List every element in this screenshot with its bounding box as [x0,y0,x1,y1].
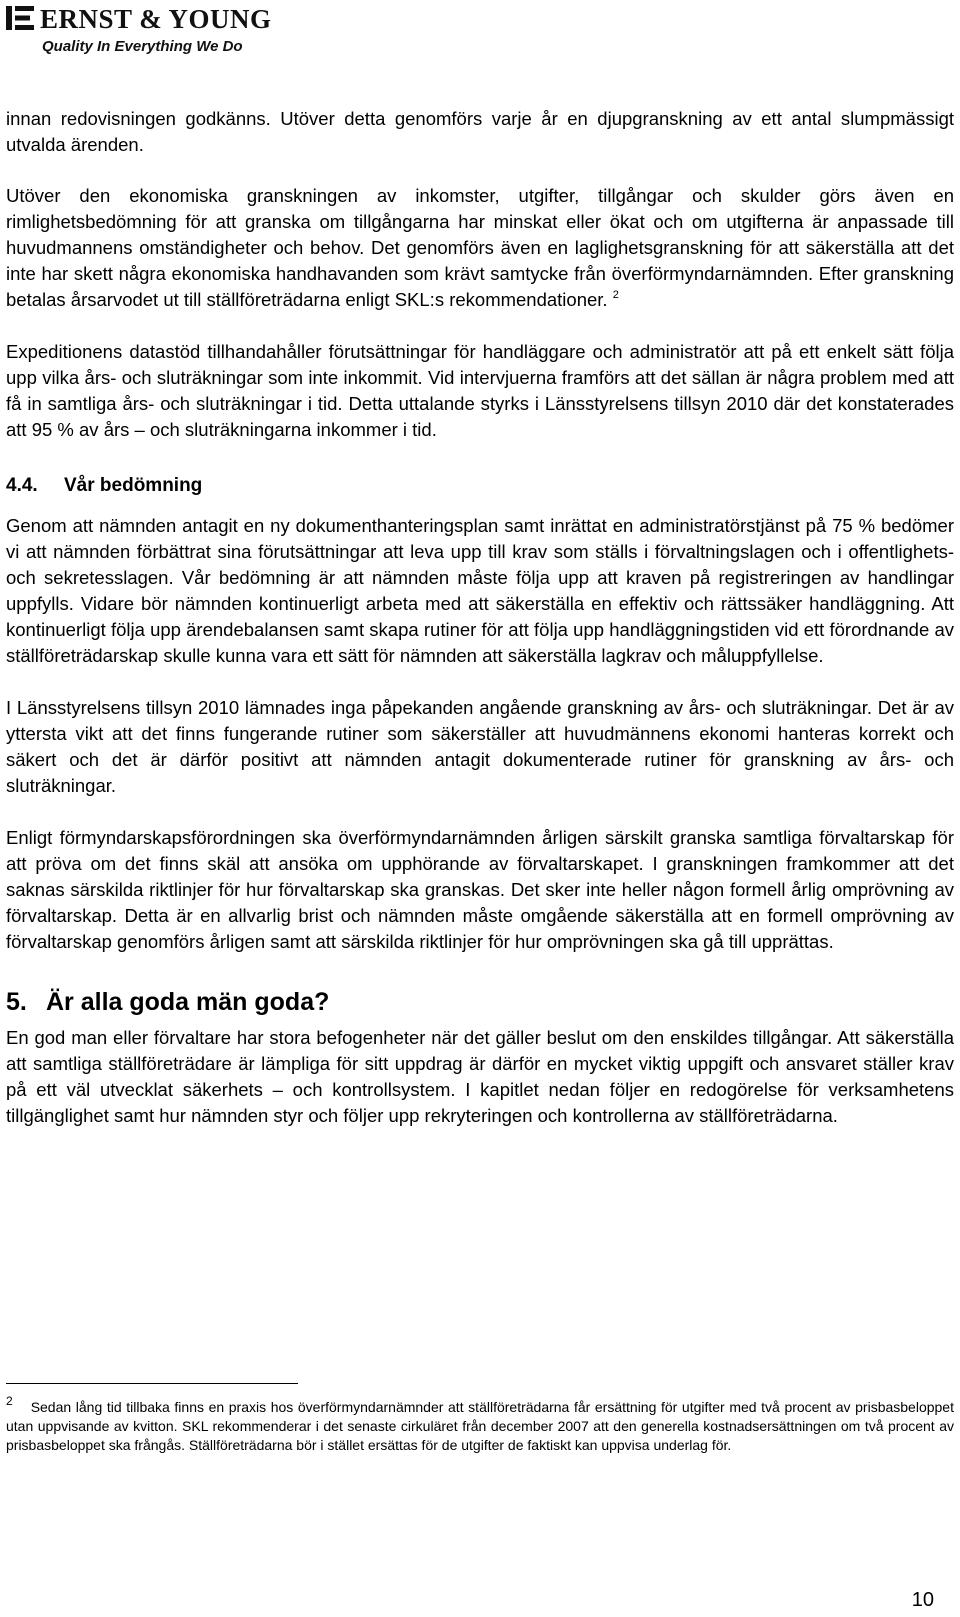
company-logo [6,4,272,58]
footnote-divider [6,1383,298,1384]
paragraph-4: Genom att nämnden antagit en ny dokumenthanteringsplan samt inrättat en administratörstjänst på 75 % bedömer vi att nämnden förbättrat sina förutsättningar att leva upp till krav som ställs i förvaltningslagen och i offentlighets- och sekretesslagen. Vår bedömning är att nämnden måste följa upp att kraven på registreringen av handlingar uppfylls. Vidare bör nämnden kontinuerligt arbeta med att säkerställa en effektiv och rättssäker handläggning. Att kontinuerligt följa upp ärendebalansen samt skapa rutiner för att följa upp handläggningstiden vid ett förordnande av ställföreträdarskap skulle kunna vara ett sätt för nämnden att säkerställa lagkrav och måluppfyllelse. [6,515,954,666]
chapter-heading-5 [6,985,954,1019]
ey-logo-mark-icon [6,6,34,30]
company-tagline: Quality In Everything We Do [42,38,243,55]
footnote-reference: 2 [612,289,619,301]
document-body [6,106,954,1129]
footnote [6,1394,954,1455]
paragraph-3: Expeditionens datastöd tillhandahåller förutsättningar för handläggare och administratör att på ett enkelt sätt följa upp vilka års- och sluträkningar som inte inkommit. Vid intervjuerna framförs att det sällan är några problem med att få in samtliga års- och sluträkningar i tid. Detta uttalande styrks i Länsstyrelsens tillsyn 2010 där det konstaterades att 95 % av års – och sluträkningarna inkommer i tid. [6,341,954,440]
footnote-marker: 2 [6,1394,13,1408]
paragraph-7: En god man eller förvaltare har stora befogenheter när det gäller beslut om den enskildes tillgångar. Att säkerställa att samtliga ställföreträdare är lämpliga för sitt uppdrag är därför en mycket viktig uppgift och ansvaret ställer krav på ett väl utvecklat säkerhets – och kontrollsystem. I kapitlet nedan följer en redogörelse för verksamhetens tillgänglighet samt hur nämnden styr och följer upp rekryteringen och kontrollerna av ställföreträdarna. [6,1027,954,1126]
section-title: Vår bedömning [64,475,203,496]
paragraph-2 [6,183,954,313]
page-number: 10 [911,1589,934,1611]
chapter-number: 5. [6,988,27,1016]
chapter-title: Är alla goda män goda? [46,988,330,1016]
paragraph-2-text: Utöver den ekonomiska granskningen av inkomster, utgifter, tillgångar och skulder görs även en rimlighetsbedömning för att granska om tillgångarna har minskat eller ökat och om utgifterna är anpassade till huvudmannens omständigheter och behov. Det genomförs även en laglighetsgranskning för att säkerställa att det inte har skett några ekonomiska handhavanden som krävt samtycke från överförmyndarnämnden. Efter granskning betalas årsarvodet ut till ställföreträdarna enligt SKL:s rekommendationer. [6,185,954,310]
paragraph-1: innan redovisningen godkänns. Utöver detta genomförs varje år en djupgranskning av ett antal slumpmässigt utvalda ärenden. [6,108,954,155]
company-name: ERNST & YOUNG [40,4,272,34]
footnote-text: Sedan lång tid tillbaka finns en praxis hos överförmyndarnämnder att ställföreträdarna får ersättning för utgifter med två procent av prisbasbeloppet utan uppvisande av kvitton. SKL rekommenderar i det senaste cirkuläret från december 2007 att den generella kostnadsersättningen om två procent av prisbasbeloppet ska frångås. Ställföreträdarna bör i stället ersättas för de utgifter de faktiskt kan uppvisa underlag för. [6,1399,954,1453]
paragraph-6: Enligt förmyndarskapsförordningen ska överförmyndarnämnden årligen särskilt granska samtliga förvaltarskap för att pröva om det finns skäl att ansöka om upphörande av förvaltarskapet. I granskningen framkommer att det saknas särskilda riktlinjer för hur förvaltarskap ska granskas. Det sker inte heller någon formell årlig omprövning av förvaltarskap. Detta är en allvarlig brist och nämnden måste omgående säkerställa att en formell omprövning av förvaltarskap genomförs årligen samt att särskilda riktlinjer för hur omprövningen ska gå till upprättas. [6,827,954,952]
section-number: 4.4. [6,475,38,496]
paragraph-5: I Länsstyrelsens tillsyn 2010 lämnades inga påpekanden angående granskning av års- och sluträkningar. Det är av yttersta vikt att det finns fungerande rutiner som säkerställer att huvudmännens ekonomi hanteras korrekt och säkert och det är därför positivt att nämnden antagit dokumenterade rutiner för granskning av års- och sluträkningar. [6,697,954,796]
section-heading-4-4 [6,473,954,499]
